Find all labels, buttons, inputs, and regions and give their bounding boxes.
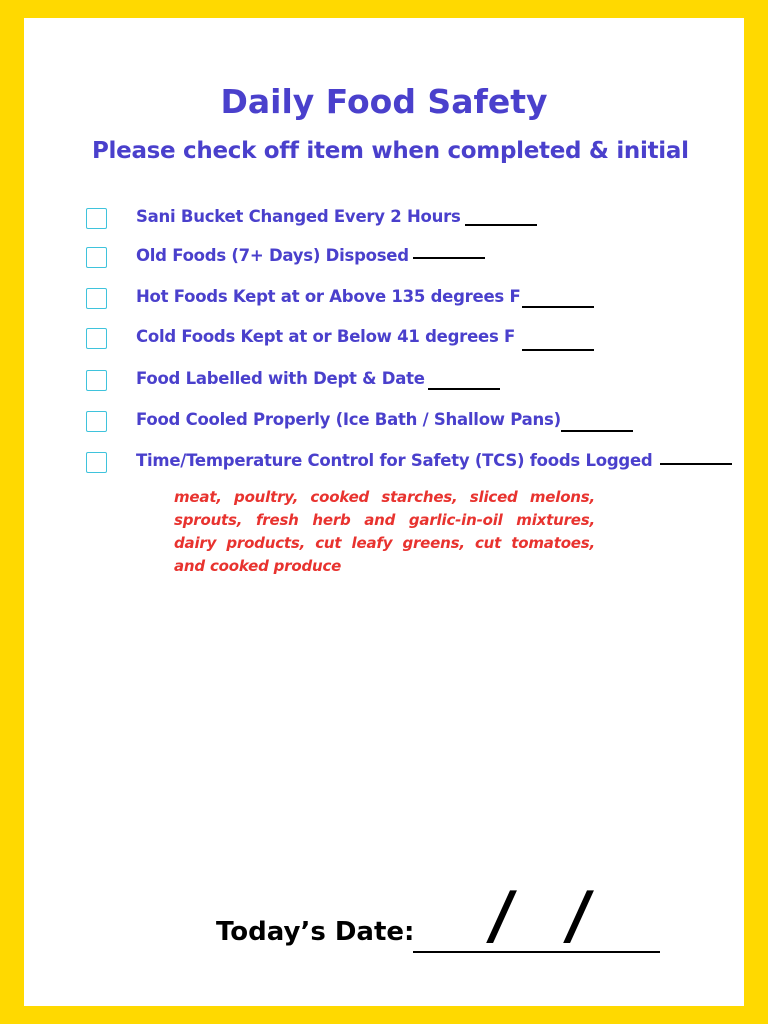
checkbox[interactable]: [86, 208, 107, 229]
initials-line[interactable]: [428, 388, 500, 390]
checkbox[interactable]: [86, 370, 107, 391]
initials-line[interactable]: [561, 430, 633, 432]
initials-line[interactable]: [465, 224, 537, 226]
initials-line[interactable]: [413, 257, 485, 259]
checkbox[interactable]: [86, 288, 107, 309]
checkbox[interactable]: [86, 411, 107, 432]
checklist-item-label: Cold Foods Kept at or Below 41 degrees F: [136, 327, 516, 346]
checklist-item-label: Food Labelled with Dept & Date: [136, 369, 425, 388]
date-separator: /: [561, 879, 596, 953]
checklist-item-tcs-foods: [86, 450, 746, 476]
tcs-foods-note: meat, poultry, cooked starches, sliced melons, sprouts, fresh herb and garlic-in-oil mixtures, dairy products, cut leafy greens, cut tomatoes, and cooked produce: [174, 488, 595, 575]
checkbox[interactable]: [86, 328, 107, 349]
checklist-item-label: Time/Temperature Control for Safety (TCS) foods Logged: [136, 451, 653, 470]
initials-line[interactable]: [522, 349, 594, 351]
checklist-item-label: Sani Bucket Changed Every 2 Hours: [136, 207, 461, 226]
date-separator: /: [484, 879, 519, 953]
page-subtitle: Please check off item when completed & initial: [92, 138, 689, 164]
checklist-item-label: Food Cooled Properly (Ice Bath / Shallow Pans): [136, 410, 561, 429]
checklist-item-label: Old Foods (7+ Days) Disposed: [136, 246, 409, 265]
date-entry-line[interactable]: [413, 951, 660, 953]
checkbox[interactable]: [86, 247, 107, 268]
page-title: Daily Food Safety: [220, 82, 548, 121]
checklist-item-sani-bucket: [86, 206, 746, 232]
initials-line[interactable]: [660, 463, 732, 465]
initials-line[interactable]: [522, 306, 594, 308]
checklist-item-hot-foods: [86, 286, 746, 312]
checklist-item-food-cooled: [86, 409, 746, 435]
checkbox[interactable]: [86, 452, 107, 473]
checklist-item-food-labelled: [86, 368, 746, 394]
checklist-item-cold-foods: [86, 326, 746, 352]
date-label: Today’s Date:: [216, 917, 415, 947]
checklist-item-label: Hot Foods Kept at or Above 135 degrees F: [136, 287, 521, 306]
